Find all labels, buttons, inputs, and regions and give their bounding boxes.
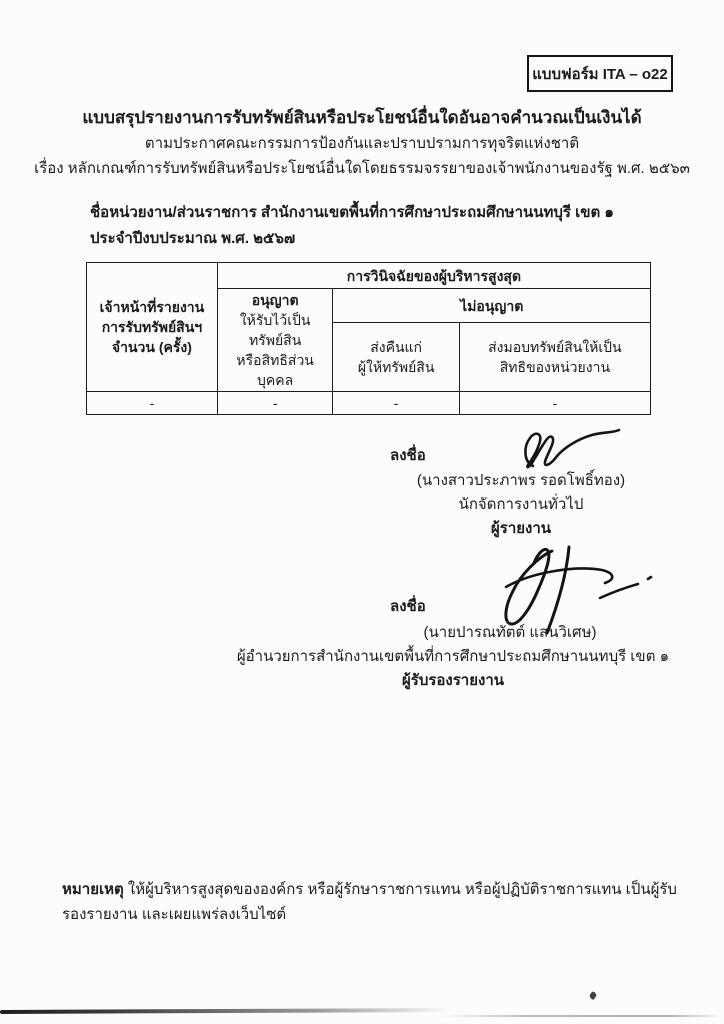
signer-role-certifier: ผู้รับรองรายงาน bbox=[401, 672, 505, 689]
scan-ink-speck bbox=[589, 991, 598, 1000]
allow-sub-line2: หรือสิทธิส่วนบุคคล bbox=[236, 352, 314, 388]
table-row bbox=[87, 392, 651, 415]
footnote-label: หมายเหตุ bbox=[62, 881, 124, 898]
document-title-line3: เรื่อง หลักเกณฑ์การรับทรัพย์สินหรือประโยชน์อื่นใดโดยธรรมจรรยาของเจ้าพนักงานของรัฐ พ.ศ. ๒๕๖๓ bbox=[34, 160, 690, 177]
cell-allow-value: - bbox=[217, 392, 333, 415]
form-code-box bbox=[527, 55, 673, 92]
form-code-label: แบบฟอร์ม ITA – o22 bbox=[532, 65, 668, 83]
signer-position-certifier: ผู้อำนวยการสำนักงานเขตพื้นที่การศึกษาประถมศึกษานนทบุรี เขต ๑ bbox=[236, 648, 670, 665]
agency-name-line: ชื่อหน่วยงาน/ส่วนราชการ สำนักงานเขตพื้นที่การศึกษาประถมศึกษานนทบุรี เขต ๑ bbox=[90, 204, 614, 221]
cell-return-value: - bbox=[333, 392, 459, 415]
return-sub-line2: ผู้ให้ทรัพย์สิน bbox=[357, 359, 435, 376]
table-header-handover bbox=[459, 323, 650, 392]
scan-edge-artifact-left bbox=[0, 1008, 450, 1014]
allow-header-label: อนุญาต bbox=[251, 292, 299, 308]
report-summary-table bbox=[86, 262, 651, 415]
table-header-officer-count bbox=[87, 263, 218, 392]
signer-role-reporter: ผู้รายงาน bbox=[490, 520, 552, 537]
footnote-text: ให้ผู้บริหารสูงสุดขององค์กร หรือผู้รักษาราชการแทน หรือผู้ปฏิบัติราชการแทน เป็นผู้รับรองรายงาน และเผยแพร่ลงเว็บไซต์ bbox=[62, 881, 677, 923]
fiscal-year-line: ประจำปีงบประมาณ พ.ศ. ๒๕๖๗ bbox=[90, 230, 296, 247]
allow-sub-line1: ให้รับไว้เป็นทรัพย์สิน bbox=[239, 312, 311, 348]
table-header-return bbox=[333, 323, 459, 392]
officer-header-line1: เจ้าหน้าที่รายงาน bbox=[99, 299, 205, 315]
return-sub-line1: ส่งคืนแก่ bbox=[370, 339, 423, 356]
officer-header-line3: จำนวน (ครั้ง) bbox=[111, 339, 192, 355]
signer-position-reporter: นักจัดการงานทั่วไป bbox=[458, 496, 584, 513]
scan-edge-artifact-right bbox=[440, 1015, 724, 1017]
document-title-line1: แบบสรุปรายงานการรับทรัพย์สินหรือประโยชน์อื่นใดอันอาจคำนวณเป็นเงินได้ bbox=[82, 108, 642, 127]
handover-sub-line1: ส่งมอบทรัพย์สินให้เป็น bbox=[488, 339, 622, 356]
officer-header-line2: การรับทรัพย์สินฯ bbox=[101, 319, 203, 335]
document-title-line2: ตามประกาศคณะกรรมการป้องกันและปราบปรามการทุจริตแห่งชาติ bbox=[144, 135, 580, 152]
signature-reporter-image bbox=[498, 420, 624, 472]
signer-name-certifier: (นายปารณทัตต์ แสนวิเศษ) bbox=[423, 624, 597, 641]
footnote bbox=[62, 877, 686, 927]
sign-label-certifier: ลงชื่อ bbox=[390, 598, 426, 615]
cell-handover-value: - bbox=[459, 392, 650, 415]
table-header-disallow: ไม่อนุญาต bbox=[333, 289, 651, 323]
sign-label-reporter: ลงชื่อ bbox=[390, 447, 426, 464]
handover-sub-line2: สิทธิของหน่วยงาน bbox=[499, 359, 611, 376]
table-header-decision: การวินิจฉัยของผู้บริหารสูงสุด bbox=[217, 263, 650, 289]
cell-count-value: - bbox=[87, 392, 218, 415]
table-header-allow bbox=[217, 289, 333, 392]
signer-name-reporter: (นางสาวประภาพร รอดโพธิ์ทอง) bbox=[416, 472, 626, 489]
